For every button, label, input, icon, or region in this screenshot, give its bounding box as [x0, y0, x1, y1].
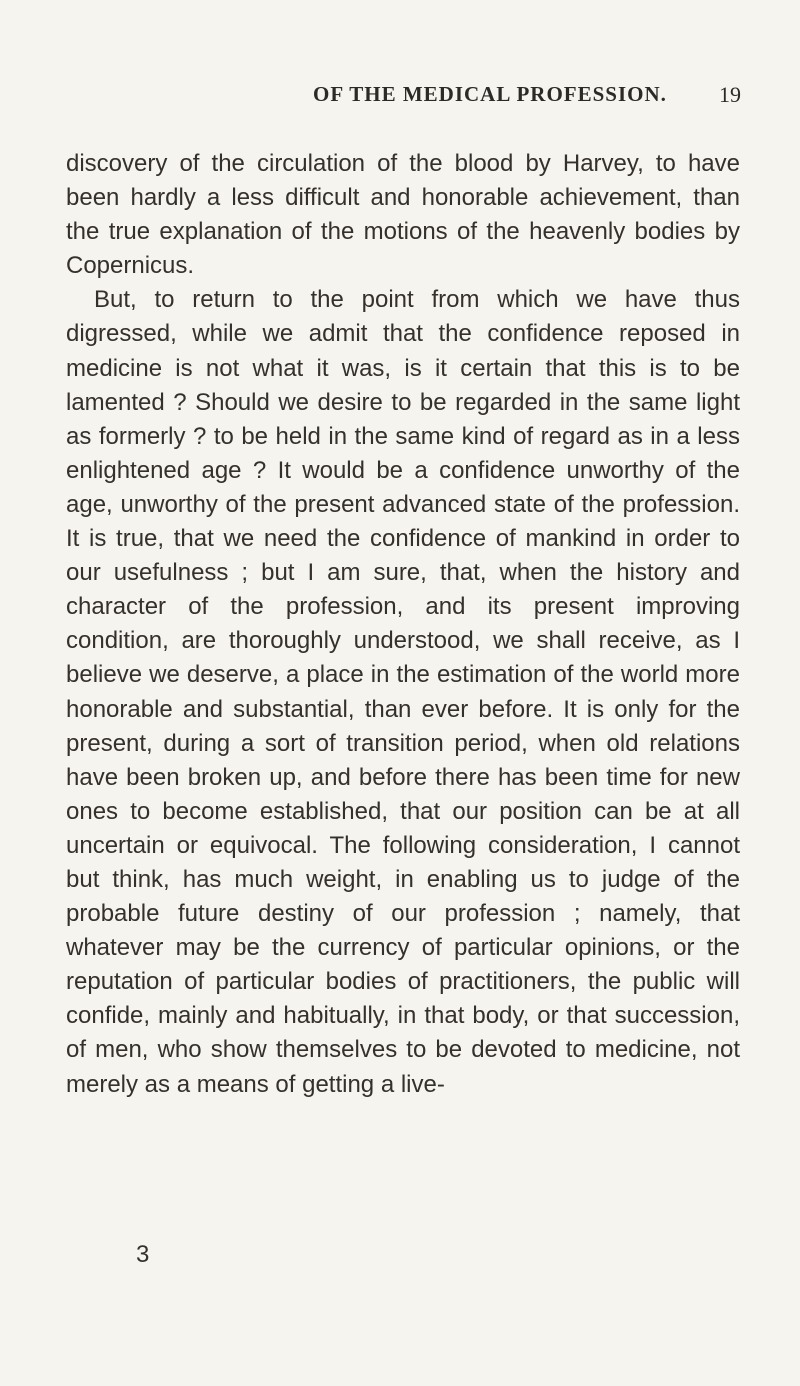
body-text — [66, 147, 740, 1102]
signature-mark: 3 — [136, 1241, 150, 1268]
running-head: OF THE MEDICAL PROFESSION. — [313, 82, 667, 106]
paragraph: But, to return to the point from which we have thus digressed, while we admit that the confidence reposed in medicine is not what it was, is it certain that this is to be lamented ? Should we desire to be regarded in the same light as formerly ? to be held in the same kind of regard as in a less enlightened age ? It would be a confidence unworthy of the age, unworthy of the present advanced state of the profession. It is true, that we need the confidence of mankind in order to our usefulness ; but I am sure, that, when the history and character of the profession, and its present improving condition, are thoroughly understood, we shall receive, as I believe we deserve, a place in the estimation of the world more honorable and substantial, than ever before. It is only for the present, during a sort of transition period, when old relations have been broken up, and before there has been time for new ones to become established, that our position can be at all uncertain or equivocal. The following consideration, I cannot but think, has much weight, in enabling us to judge of the probable future destiny of our profession ; namely, that whatever may be the currency of particular opinions, or the reputation of particular bodies of practitioners, the public will confide, mainly and habitually, in that body, or that succession, of men, who show themselves to be devoted to medicine, not merely as a means of getting a live- — [66, 286, 740, 1098]
page-number: 19 — [719, 82, 741, 107]
paragraph-continuation: discovery of the circulation of the blood by Harvey, to have been hardly a less difficult and honorable achievement, than the true explanation of the motions of the heavenly bodies by Copernicus. — [66, 150, 740, 280]
page-header — [95, 82, 741, 122]
